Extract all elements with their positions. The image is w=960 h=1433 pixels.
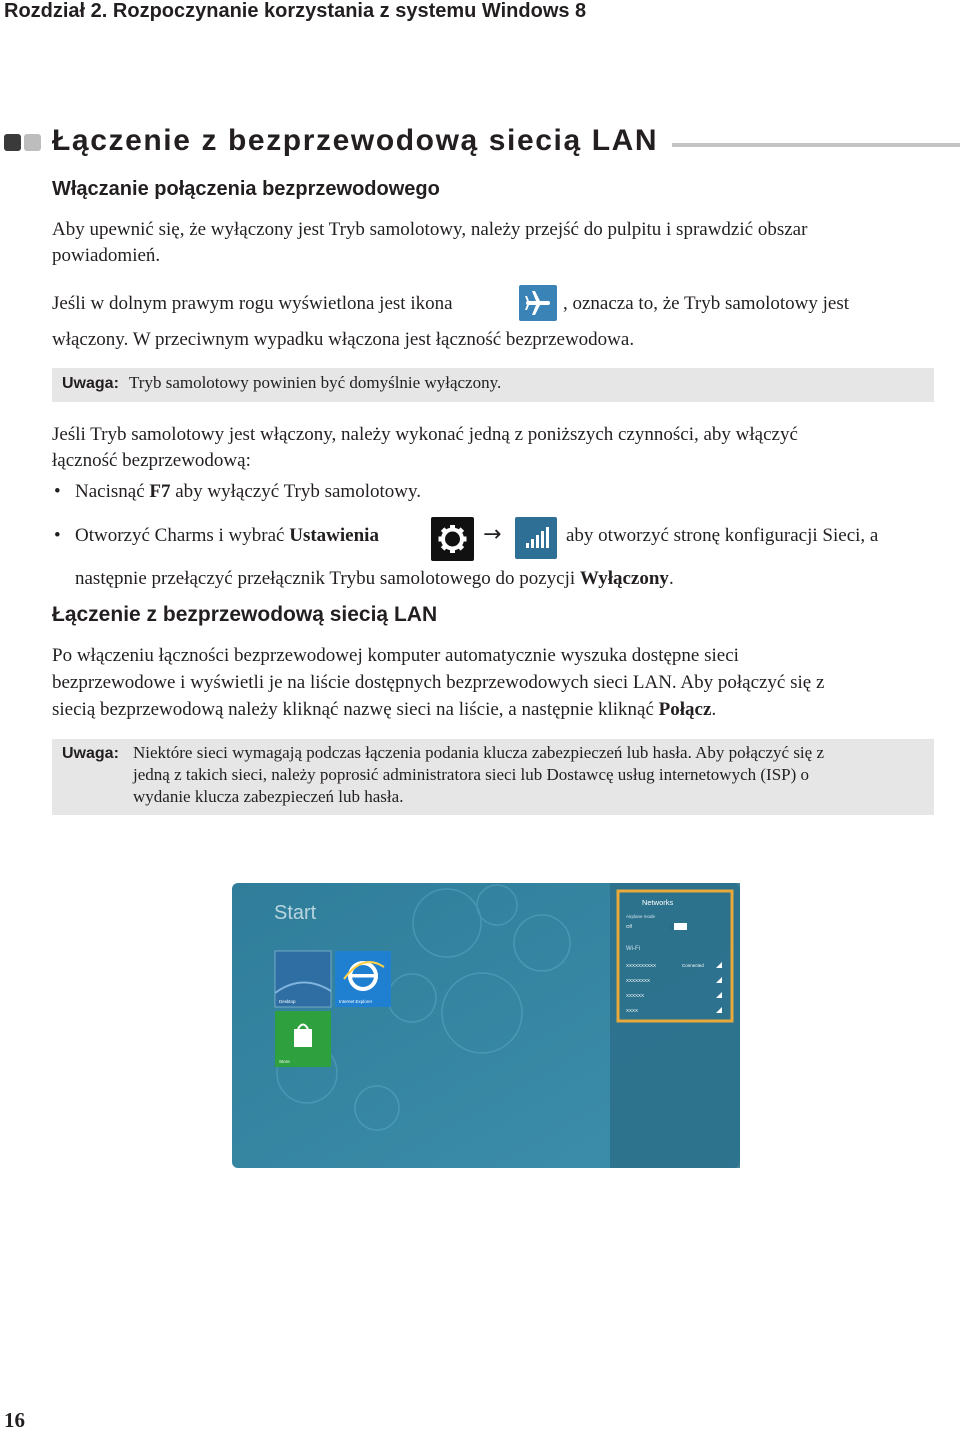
note-label: Uwaga: [62,375,119,392]
bullet-text: następnie przełączyć przełącznik Trybu samolotowego do pozycji [75,568,580,589]
paragraph-line: bezprzewodowe i wyświetli je na liście dostępnych bezprzewodowych sieci LAN. Aby połączyć się z [52,672,825,693]
network-item-status: Connected [682,963,704,968]
settings-label: Ustawienia [289,525,379,546]
tile-desktop [275,951,331,1007]
bullet-text: aby otworzyć stronę konfiguracji Sieci, a [566,525,879,546]
paragraph-line: łączność bezprzewodową: [52,450,251,471]
off-label: Wyłączony [579,568,669,589]
key-f7: F7 [149,481,171,502]
bullet-dot: • [54,481,61,502]
section-title: Łączenie z bezprzewodową siecią LAN [52,124,659,157]
bullet-item-line2 [75,565,674,592]
note-label: Uwaga: [62,745,119,762]
network-item-name: XXXX [626,1008,639,1013]
bullet-dot: • [54,525,61,546]
wifi-label: Wi-Fi [626,946,640,952]
paragraph-line: , oznacza to, że Tryb samolotowy jest [563,293,850,314]
note-text: jedną z takich sieci, należy poprosić administratora sieci lub Dostawcę usług internetowych (ISP) o [133,765,810,784]
note-text: wydanie klucza zabezpieczeń lub hasła. [133,787,404,806]
tile-internet-explorer [335,951,391,1007]
paragraph-text: . [711,699,717,720]
title-rule [672,143,960,147]
paragraph-line: Aby upewnić się, że wyłączony jest Tryb samolotowy, należy przejść do pulpitu i sprawdzić obszar [52,219,808,240]
bullet-text: . [668,568,674,589]
svg-text:Desktop: Desktop [279,999,296,1004]
network-item-name: XXXXXXXXXX [626,963,657,968]
windows8-start-screenshot [232,883,740,1168]
airplane-mode-value: Off [626,924,632,929]
note-text: Niektóre sieci wymagają podczas łączenia podania klucza zabezpieczeń lub hasła. Aby połączyć się z [133,743,824,762]
paragraph-line: włączony. W przeciwnym wypadku włączona jest łączność bezprzewodowa. [52,329,635,350]
subsection-title-connect: Łączenie z bezprzewodową siecią LAN [52,603,438,626]
paragraph-text: siecią bezprzewodową należy kliknąć nazwę sieci na liście, a następnie kliknąć [52,699,659,720]
network-signal-icon [515,517,557,559]
chapter-header: Rozdział 2. Rozpoczynanie korzystania z systemu Windows 8 [4,0,587,22]
paragraph-line [52,696,716,723]
airplane-mode-label: Airplane mode [626,914,656,919]
arrow-right-icon: → [483,522,502,547]
svg-text:Store: Store [279,1059,290,1064]
section-marker-icon [4,134,44,154]
connect-label: Połącz [658,699,712,720]
start-label: Start [274,902,317,924]
paragraph-line: powiadomień. [52,245,161,266]
note-text: Tryb samolotowy powinien być domyślnie wyłączony. [129,373,502,392]
bullet-text: Nacisnąć [75,481,150,502]
page-number: 16 [4,1408,25,1432]
paragraph-line: Jeśli w dolnym prawym rogu wyświetlona jest ikona [52,293,453,314]
paragraph-line: Po włączeniu łączności bezprzewodowej komputer automatycznie wyszuka dostępne sieci [52,645,739,666]
gear-icon [431,517,474,561]
tile-store [275,1011,331,1067]
bullet-item-charms [75,522,379,549]
subsection-title-enable-wireless: Włączanie połączenia bezprzewodowego [52,178,440,200]
airplane-icon [519,285,557,321]
bullet-text: aby wyłączyć Tryb samolotowy. [170,481,421,502]
svg-text:Internet Explorer: Internet Explorer [339,999,373,1004]
bullet-text: Otworzyć Charms i wybrać [75,525,290,546]
paragraph-line: Jeśli Tryb samolotowy jest włączony, należy wykonać jedną z poniższych czynności, aby włączyć [52,424,798,445]
bullet-item-f7 [75,478,421,505]
network-item-name: XXXXXXXX [626,978,651,983]
network-item-name: XXXXXX [626,993,645,998]
networks-panel-title: Networks [642,898,674,907]
